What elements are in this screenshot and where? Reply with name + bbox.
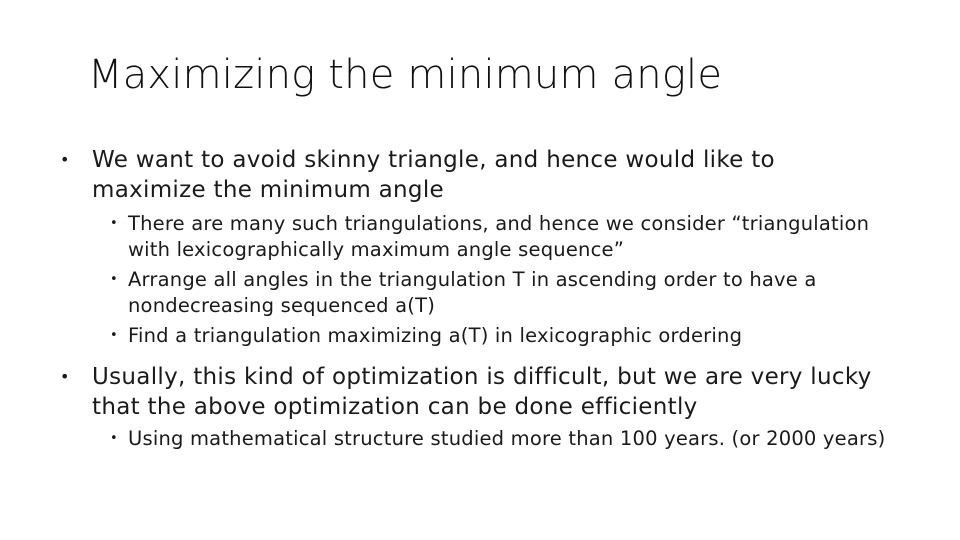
bullet-2-sub-1-text: Using mathematical structure studied more than 100 years. (or 2000 years)	[128, 427, 886, 450]
bullet-1-sub-2	[110, 267, 888, 319]
bullet-dot: •	[110, 216, 118, 231]
slide-title: Maximizing the minimum angle	[88, 52, 723, 98]
bullet-1-sub-2-text: Arrange all angles in the triangulation T in ascending order to have a nondecreasing sequenced a(T)	[128, 268, 817, 317]
bullet-2-sub-1	[110, 426, 888, 452]
bullet-1-sub-3-text: Find a triangulation maximizing a(T) in lexicographic ordering	[128, 324, 743, 347]
bullet-1-text: We want to avoid skinny triangle, and hence would like to maximize the minimum angle	[92, 147, 775, 203]
bullet-dot: •	[110, 328, 118, 343]
bullet-2-text: Usually, this kind of optimization is difficult, but we are very lucky that the above optimization can be done efficiently	[92, 364, 872, 420]
bullet-1-sub-1-text: There are many such triangulations, and hence we consider “triangulation with lexicographically maximum angle sequence”	[128, 212, 870, 261]
bullet-dot: •	[110, 272, 118, 287]
bullet-dot: •	[60, 150, 70, 169]
bullet-1-sub-3	[110, 323, 888, 349]
bullet-2	[60, 362, 892, 422]
bullet-dot: •	[110, 431, 118, 446]
bullet-1	[60, 145, 892, 205]
bullet-dot: •	[60, 367, 70, 386]
bullet-1-sub-1	[110, 211, 888, 263]
